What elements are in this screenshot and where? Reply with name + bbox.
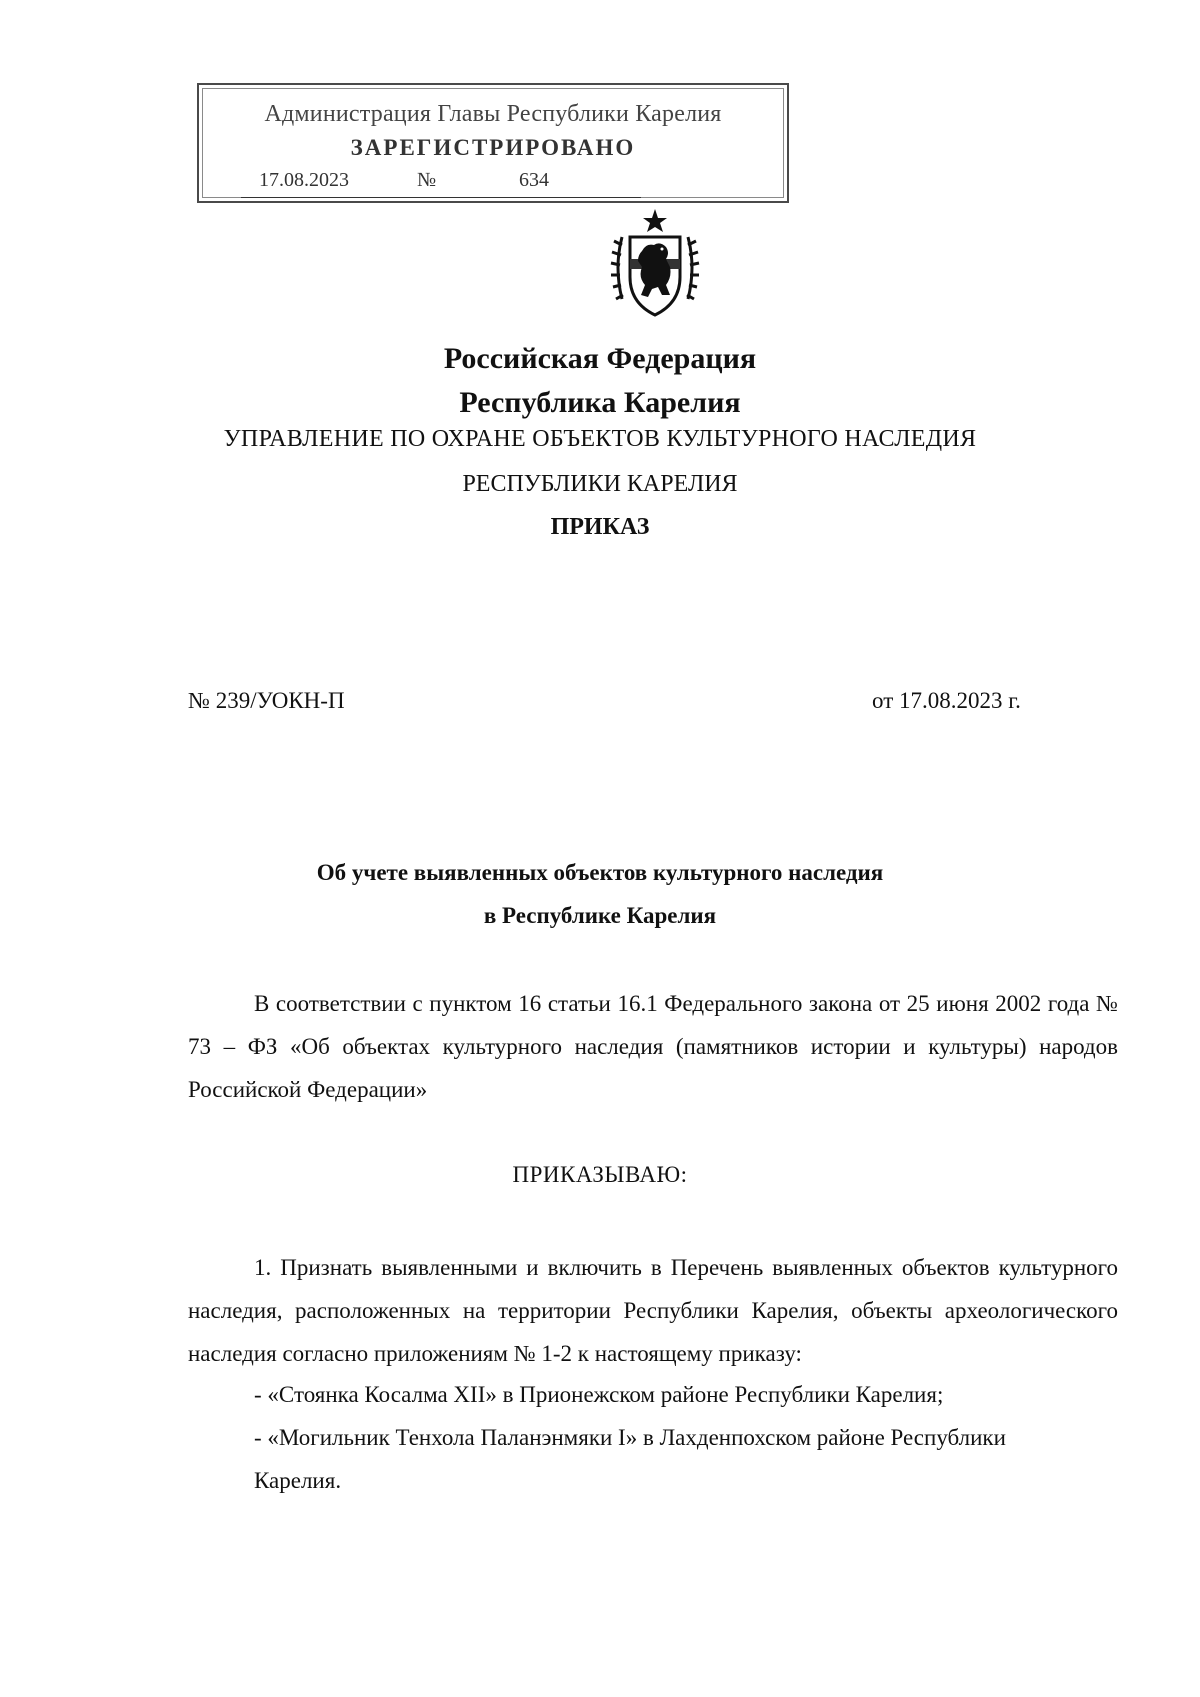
- order-number: № 239/УОКН-П: [188, 688, 345, 713]
- order-date: от 17.08.2023 г.: [872, 688, 1021, 713]
- preamble-paragraph: В соответствии с пунктом 16 статьи 16.1 Федерального закона от 25 июня 2002 года № 73 – ФЗ «Об объектах культурного наследия (памятников истории и культуры) народов Российской Федерации»: [188, 991, 1118, 1102]
- registration-stamp: [197, 83, 789, 203]
- command-heading: ПРИКАЗЫВАЮ:: [512, 1162, 688, 1187]
- stamp-number-sign: №: [417, 169, 437, 191]
- subject-line1: Об учете выявленных объектов культурного наследия: [316, 860, 884, 885]
- bullet-item-2-continuation: Карелия.: [254, 1468, 342, 1493]
- karelia-coat-of-arms-icon: [608, 207, 702, 319]
- document-type: ПРИКАЗ: [550, 514, 650, 540]
- stamp-date: 17.08.2023: [259, 169, 349, 191]
- bullet-item-1: - «Стоянка Косалма XII» в Прионежском районе Республики Карелия;: [254, 1382, 944, 1407]
- stamp-underline: [241, 197, 641, 198]
- department-name-line1: УПРАВЛЕНИЕ ПО ОХРАНЕ ОБЪЕКТОВ КУЛЬТУРНОГО НАСЛЕДИЯ: [223, 426, 977, 452]
- republic-heading: Республика Карелия: [459, 386, 741, 419]
- subject-line2: в Республике Карелия: [483, 903, 717, 928]
- item-1-paragraph: 1. Признать выявленными и включить в Перечень выявленных объектов культурного наследия, расположенных на территории Республики Карелия, объекты археологического наследия согласно приложениям № 1-2 к настоящему приказу:: [188, 1255, 1118, 1366]
- bullet-item-2: - «Могильник Тенхола Паланэнмяки I» в Лахденпохском районе Республики: [254, 1425, 1006, 1450]
- stamp-number: 634: [519, 169, 549, 191]
- stamp-registered: ЗАРЕГИСТРИРОВАНО: [350, 135, 636, 160]
- department-name-line2: РЕСПУБЛИКИ КАРЕЛИЯ: [462, 471, 738, 497]
- stamp-authority: Администрация Главы Республики Карелия: [264, 101, 722, 127]
- country-heading: Российская Федерация: [443, 342, 757, 375]
